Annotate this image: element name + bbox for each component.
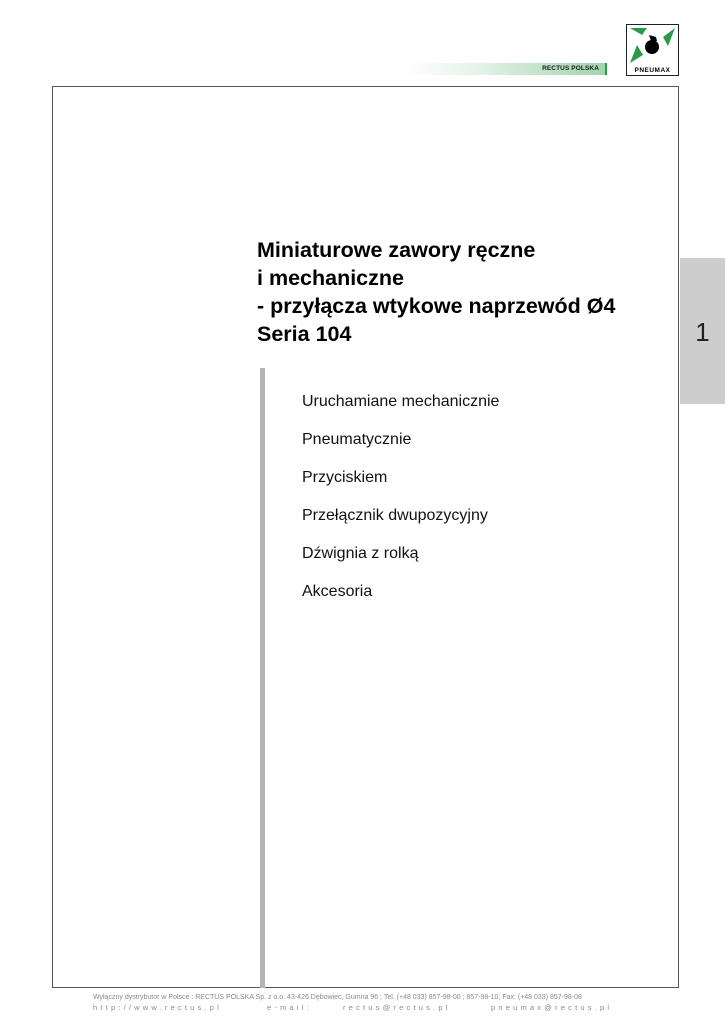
header-company-label: RECTUS POLSKA [542, 65, 599, 72]
header-band [405, 63, 607, 75]
footer-website[interactable]: http://www.rectus.pl [93, 1003, 223, 1012]
title-line: - przyłącza wtykowe naprzewód Ø4 [257, 294, 616, 318]
footer-distributor: Wyłączny dystrybutor w Polsce : RECTUS POLSKA Sp. z o.o. 43-426 Dębowiec, Gumna 96 ; Tel. (+48 033) 857-98-00 ; 857-98-10; Fax: (+48 033) 857-98-08 [93, 994, 582, 1001]
footer-email-pneumax[interactable]: pneumax@rectus.pl [491, 1003, 613, 1012]
title-line: i mechaniczne [257, 266, 404, 290]
contents-item-accessories[interactable]: Akcesoria [302, 583, 373, 600]
contents-item-pneumatic[interactable]: Pneumatycznie [302, 431, 412, 448]
section-number: 1 [695, 317, 710, 347]
contents-list [302, 392, 499, 620]
title-line: Miniaturowe zawory ręczne [257, 238, 536, 262]
section-tab[interactable] [680, 258, 725, 404]
contents-item-roller-lever[interactable]: Dźwignia z rolką [302, 545, 419, 562]
contents-item-selector-switch[interactable]: Przełącznik dwupozycyjny [302, 507, 488, 524]
pneumax-logo-mark [627, 25, 678, 67]
page-title [257, 236, 667, 348]
vertical-divider [260, 368, 265, 988]
footer-contacts [93, 1003, 623, 1013]
pneumax-logo [626, 24, 679, 76]
contents-item-pushbutton[interactable]: Przyciskiem [302, 469, 388, 486]
contents-item-mechanical[interactable]: Uruchamiane mechanicznie [302, 393, 500, 410]
header-band-edge [605, 63, 607, 75]
logo-text: PNEUMAX [634, 67, 671, 74]
footer-email-label: e-mail: [267, 1003, 312, 1012]
title-line: Seria 104 [257, 322, 352, 346]
footer-email-rectus[interactable]: rectus@rectus.pl [343, 1003, 451, 1012]
